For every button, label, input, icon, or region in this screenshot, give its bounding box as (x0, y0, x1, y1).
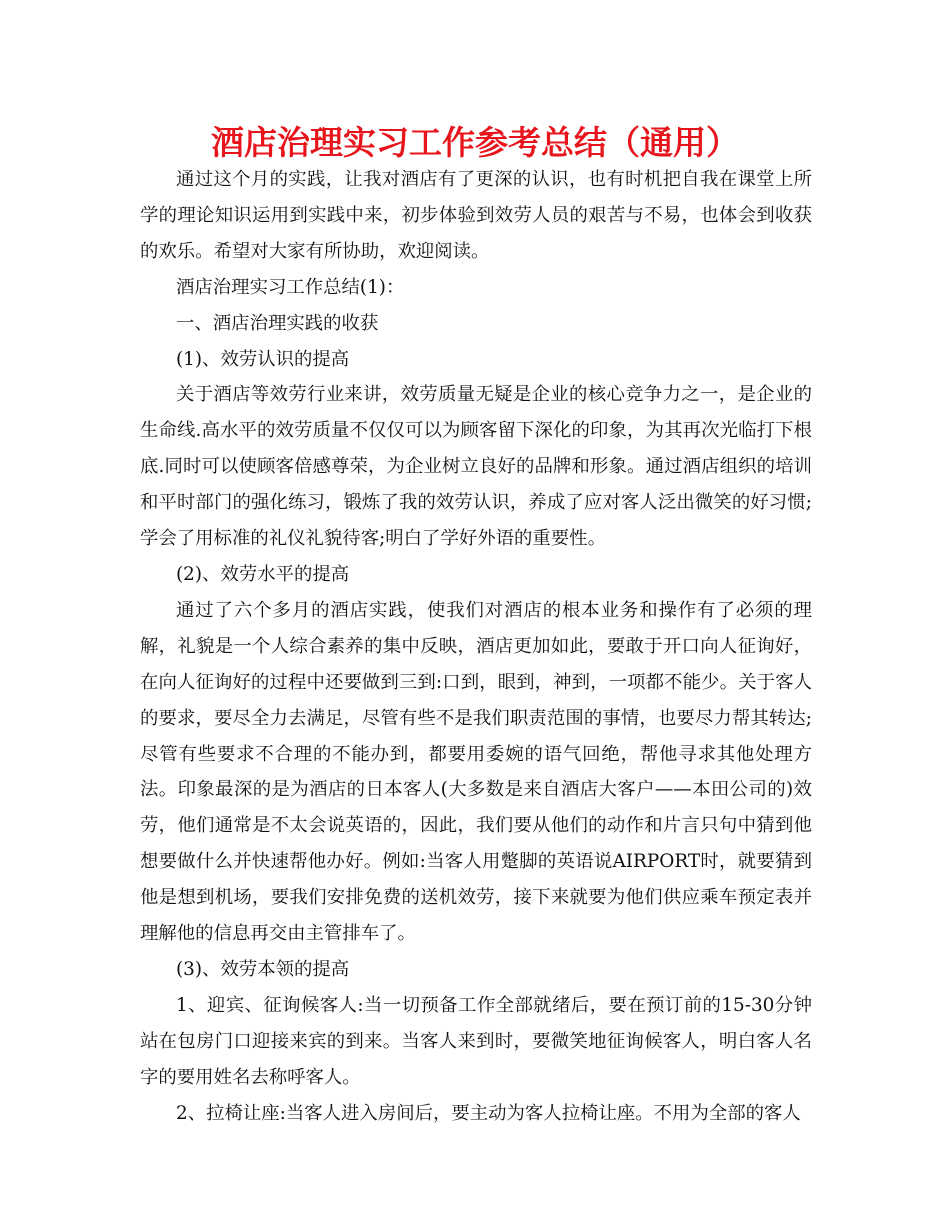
paragraph-service-level: 通过了六个多月的酒店实践，使我们对酒店的根本业务和操作有了必须的理解，礼貌是一个人综合素养的集中反映，酒店更加如此，要敢于开口向人征询好，在向人征询好的过程中还要做到三到:口到，眼到，神到，一项都不能少。关于客人的要求，要尽全力去满足，尽管有些不是我们职责范围的事情，也要尽力帮其转达;尽管有些要求不合理的不能办到，都要用委婉的语气回绝，帮他寻求其他处理方法。印象最深的是为酒店的日本客人(大多数是来自酒店大客户——本田公司的)效劳，他们通常是不太会说英语的，因此，我们要从他们的动作和片言只句中猜到他想要做什么并快速帮他办好。例如:当客人用蹩脚的英语说AIRPORT时，就要猜到他是想到机场，要我们安排免费的送机效劳，接下来就要为他们供应乘车预定表并理解他的信息再交由主管排车了。 (140, 599, 812, 945)
paragraph-seating: 2、拉椅让座:当客人进入房间后，要主动为客人拉椅让座。不用为全部的客人 (176, 1102, 801, 1124)
subheading-service-level: (2)、效劳水平的提高 (176, 563, 350, 585)
subheading-service-awareness: (1)、效劳认识的提高 (176, 348, 350, 370)
paragraph-summary-heading: 酒店治理实习工作总结(1)： (176, 276, 405, 298)
paragraph-greeting: 1、迎宾、征询候客人:当一切预备工作全部就绪后，要在预订前的15-30分钟站在包房门口迎接来宾的到来。当客人来到时，要微笑地征询候客人，明白客人名字的要用姓名去称呼客人。 (140, 994, 812, 1088)
subheading-service-skills: (3)、效劳本领的提高 (176, 958, 350, 980)
section-heading-gains: 一、酒店治理实践的收获 (176, 312, 379, 334)
document-body (140, 162, 812, 1131)
paragraph-intro: 通过这个月的实践，让我对酒店有了更深的认识，也有时机把自我在课堂上所学的理论知识运用到实践中来，初步体验到效劳人员的艰苦与不易，也体会到收获的欢乐。希望对大家有所协助，欢迎阅读。 (140, 169, 812, 262)
document-title: 酒店治理实习工作参考总结（通用） (211, 123, 739, 162)
paragraph-service-awareness: 关于酒店等效劳行业来讲，效劳质量无疑是企业的核心竞争力之一，是企业的生命线.高水平的效劳质量不仅仅可以为顾客留下深化的印象，为其再次光临打下根底.同时可以使顾客倍感尊荣，为企业树立良好的品牌和形象。通过酒店组织的培训和平时部门的强化练习，锻炼了我的效劳认识，养成了应对客人泛出微笑的好习惯;学会了用标准的礼仪礼貌待客;明白了学好外语的重要性。 (140, 384, 812, 550)
